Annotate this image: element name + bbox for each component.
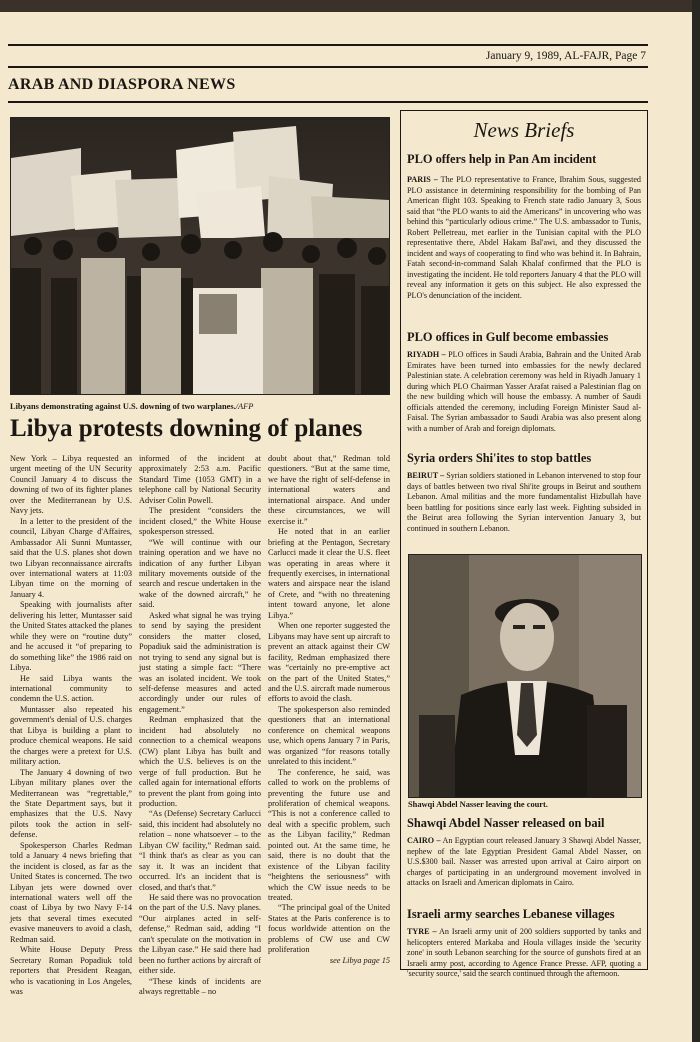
scan-top-edge: [0, 0, 692, 12]
brief-text: PLO offices in Saudi Arabia, Bahrain and the United Arab Emirates have been turned into embassies for the newly declared Palestinian state. A celebration ceremony was held in Riyadh January 1 during which PLO Chairman Yasser Arafat raised a Palestinian flag on the new building which will house the embassy. A number of Saudi officials attended the ceremony, including Foreign Minister Saud al-Faisal. The Syrian ambassador to Saudi Arabia was also present along with a number of Arab and foreign diplomats.: [407, 350, 641, 433]
brief-body: [407, 471, 641, 534]
article-paragraph: In a letter to the president of the council, Libyan Charge d'Affaires, Ambassador Ali Sunni Muntasser, said that the U.S. planes shot down two Libyan reconnaissance aircrafts over international waters at 11:03 Libyan time on the morning of January 4.: [10, 516, 132, 599]
article-paragraph: Redman emphasized that the incident had absolutely no connection to a chemical weapons (CW) plant Libya has built and which the U.S. believes is on the verge of full production. But he called again for international efforts to prevent the plant from going into production.: [139, 715, 261, 808]
date-page-line: January 9, 1989, AL-FAJR, Page 7: [485, 50, 646, 62]
article-paragraph: doubt about that,” Redman told questioners. “But at the same time, we have the right of self-defense in international waters and international airspace. And under these circumstances, we will exercise it.”: [268, 454, 390, 526]
col1-p0: New York – Libya requested an urgent meeting of the UN Security Council January 4 to discuss the downing of two of its fighter planes over the Mediterranean by U.S. Navy jets.: [10, 454, 132, 516]
photo-credit: /AFP: [235, 402, 254, 411]
brief-dateline: PARIS –: [407, 175, 438, 184]
article-paragraph: Muntasser also repeated his government's denial of U.S. charges that Libya is building a plant to produce chemical weapons. He said the charges were a pretext for U.S. military action.: [10, 704, 132, 767]
protest-photo-graphic: [11, 118, 389, 394]
brief-body: [407, 175, 641, 302]
article-paragraph: The president “considers the incident closed,” the White House spokesperson stressed.: [139, 506, 261, 537]
article-paragraph: Spokesperson Charles Redman told a January 4 news briefing that the incident is closed, as far as the United States is concerned. The two Libyan jets were downed over international waters well off the coast of Libya by two Navy F-14 jets that several times executed evasive maneuvers to avoid a clash, Redman said.: [10, 840, 132, 944]
article-paragraph: When one reporter suggested the Libyans may have sent up aircraft to prevent an attack against their CW facility, Redman emphasized there was “certainly no pre-emptive act on the part of the United States,” and the U.S. aircraft made numerous efforts to avoid the clash.: [268, 621, 390, 704]
photo-caption-text: Libyans demonstrating against U.S. downing of two warplanes.: [10, 402, 236, 411]
article-column-3: [268, 454, 390, 966]
article-paragraph: “We will continue with our training operation and we have no indication of any further Libyan military movements outside of the search and rescue undertaken in the wake of the downed aircraft,” he said.: [139, 537, 261, 610]
section-title: ARAB AND DIASPORA NEWS: [8, 76, 236, 93]
article-paragraph: “These kinds of incidents are always regrettable – no: [139, 976, 261, 997]
brief-text: Syrian soldiers stationed in Lebanon intervened to stop four days of battles between two rival Shi'ite groups in Beirut and southern Lebanon. Amal militias and the more fundamentalist Hizbullah have been battling for positions since early last week. Fighting subsided in the Beirut area following the Syrian intervention January 3, but continued in southern Lebanon.: [407, 471, 641, 533]
protest-photo: [10, 117, 390, 395]
article-paragraph: He said Libya wants the international community to condemn the U.S. action.: [10, 673, 132, 704]
article-paragraph: The conference, he said, was called to work on the problems of preventing the future use and proliferation of chemical weapons. “This is not a conference called to deal with a specific problem, such as the Libyan facility,” Redman pointed out. At the same time, he said, there is no doubt that the existence of the Libyan facility “heightens the seriousness” with which the CW issue needs to be treated.: [268, 767, 390, 903]
article-paragraph: Asked what signal he was trying to send by saying the president considers the matter closed, Popadiuk said the administration is not trying to send any signal but is just stating a simple fact: “There was an isolated incident. We took self-defense measures and acted accordingly under our rules of engagement.”: [139, 610, 261, 714]
article-headline: Libya protests downing of planes: [10, 415, 363, 442]
brief-dateline: RIYADH –: [407, 350, 446, 359]
article-paragraph: White House Deputy Press Secretary Roman Popadiuk told reporters that President Reagan, who is vacationing in Los Angeles, was: [10, 945, 132, 997]
news-briefs-title: News Briefs: [473, 118, 575, 142]
brief-headline: PLO offices in Gulf become embassies: [407, 330, 609, 344]
article-paragraph: Speaking with journalists after delivering his letter, Muntasser said the United States attacked the planes while they were on “routine duty” and he accused it “of preparing to do something like” the 1986 raid on Libya.: [10, 600, 132, 673]
portrait-caption: Shawqi Abdel Nasser leaving the court.: [408, 800, 548, 809]
brief-text: An Israeli army unit of 200 soldiers supported by tanks and helicopters entered Markaba and Houla villages inside the 'security zone' in south Lebanon searching for the source of gunshots fired at an Israeli army post, according to Agence France Presse. AFP, quoting a 'security source,' said the search continued through the afternoon.: [407, 927, 642, 979]
brief-dateline: TYRE –: [407, 927, 437, 936]
brief-body: [407, 927, 641, 980]
article-paragraph: The January 4 downing of two Libyan military planes over the Mediterranean was “regrettable,” the State Department says, but it emphasizes that the U.S. Navy pilots took the action in self-defense.: [10, 767, 132, 840]
section-rule: [8, 101, 648, 103]
article-column-2: [139, 454, 261, 998]
brief-body: [407, 350, 641, 434]
brief-text: An Egyptian court released January 3 Shawqi Abdel Nasser, nephew of the late Egyptian President Gamal Abdel Nasser, on U.S.$300 bail. Nasser was arrested upon arrival at Cairo airport on charges of participating in an underground movement involved in attacks on Israeli and American diplomats in Cairo.: [407, 836, 641, 888]
portrait-photo-graphic: [409, 555, 641, 797]
brief-dateline: BEIRUT –: [407, 471, 445, 480]
brief-body: [407, 836, 641, 889]
scan-right-edge: [692, 0, 700, 1042]
article-paragraph: “As (Defense) Secretary Carlucci said, this incident had absolutely no relation – none whatsoever – to the Libyan CW facility,” Redman said. “I think that's as clear as you can say it. It was an incident that occurred. It's an incident that is closed, and that's that.”: [139, 809, 261, 892]
article-paragraph: He noted that in an earlier briefing at the Pentagon, Secretary Carlucci made it clear the U.S. fleet was operating in areas where it frequently exercises, in international waters and airspace near the island of Crete, and “with no threatening intent toward anyone, let alone Libya.”: [268, 527, 390, 620]
brief-dateline: CAIRO –: [407, 836, 441, 845]
header-rule-top: [8, 44, 648, 46]
article-paragraph: informed of the incident at approximately 2:53 a.m. Pacific Standard Time (1053 GMT) in a telephone call by National Security Adviser Colin Powell.: [139, 454, 261, 505]
header-rule: [8, 66, 648, 68]
brief-headline: Israeli army searches Lebanese villages: [407, 907, 615, 921]
continued-jump[interactable]: see Libya page 15: [329, 955, 390, 965]
article-paragraph: “The principal goal of the United States at the Paris conference is to focus worldwide attention on the problems of CW use and CW proliferation: [268, 903, 390, 955]
brief-headline: PLO offers help in Pan Am incident: [407, 152, 597, 166]
article-column-1: [10, 454, 132, 998]
brief-headline: Shawqi Abdel Nasser released on bail: [407, 816, 605, 830]
article-paragraph: He said there was no provocation on the part of the U.S. Navy planes. “Our airplanes acted in self-defense,” Redman said, adding “I can't speculate on the motivation in the Libyan case.” He said there had been no further actions by aircraft of either side.: [139, 893, 261, 976]
article-paragraph: [10, 454, 132, 517]
article-paragraph: The spokesperson also reminded questioners that an international conference on chemical weapons use, which opens January 7 in Paris, was organized “for reasons totally unrelated to this incident.”: [268, 704, 390, 767]
brief-text: The PLO representative to France, Ibrahim Sous, suggested PLO assistance in determining responsibility for the bombing of Pan American flight 103. Speaking to French state radio January 3, Sous said that “the PLO wants to aid the Americans” in uncovering who was behind this “particularly odious crime.” The U.S. ambassador to Tunis, Robert Pelletreau, met earlier in the Tunisian capital with the PLO representative there, Abdel Hakam Bal'awi, and they discussed the incident and ways of cooperating to find who was behind it. In Bahrain, Fatah second-in-command Salah Khalaf confirmed that the PLO is investigating the incident. He told reporters January 4 that the PLO will reveal any information it gets on this subject. He also expressed the PLO's denunciation of the incident.: [407, 175, 641, 301]
portrait-photo: [408, 554, 642, 798]
brief-headline: Syria orders Shi'ites to stop battles: [407, 451, 592, 465]
photo-caption: [10, 402, 253, 411]
